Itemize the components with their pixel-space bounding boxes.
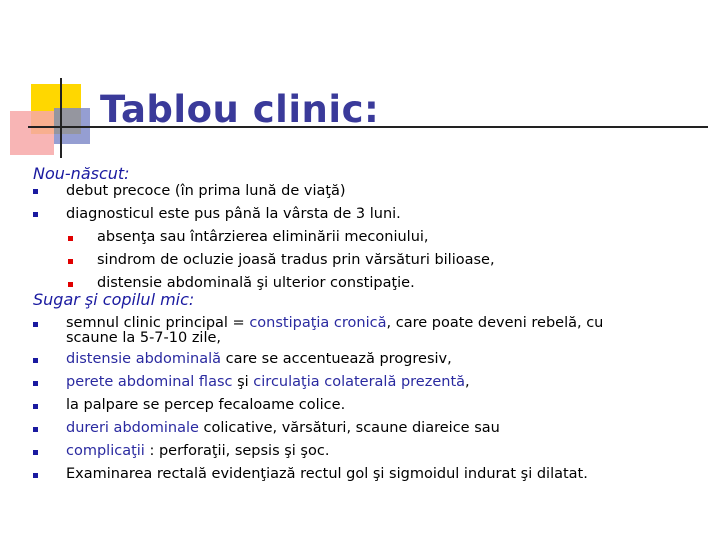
list-item [66, 420, 500, 436]
list-item-continuation: scaune la 5-7-10 zile, [66, 330, 222, 346]
item-text: colicative, vărsături, scaune diareice sau [198, 420, 500, 436]
item-text: care se accentuează progresiv, [221, 351, 452, 367]
list-item [66, 374, 470, 390]
sub-bullet-icon [68, 259, 73, 264]
bullet-icon [33, 189, 38, 194]
list-item: diagnosticul este pus până la vârsta de 3 luni. [66, 206, 401, 222]
bullet-icon [33, 427, 38, 432]
bullet-icon [33, 404, 38, 409]
item-highlight: dureri abdominale [66, 420, 199, 436]
sub-list-item: sindrom de ocluzie joasă tradus prin vărsături bilioase, [97, 252, 495, 268]
bullet-icon [33, 450, 38, 455]
bullet-icon [33, 322, 38, 327]
item-highlight: perete abdominal flasc [66, 374, 233, 390]
item-text: , [465, 374, 470, 390]
item-highlight: circulaţia colaterală prezentă [253, 374, 466, 390]
list-item [66, 351, 452, 367]
item-text: şi [232, 374, 254, 390]
decor-red-square [10, 111, 54, 155]
bullet-icon [33, 381, 38, 386]
decor-vertical-line [60, 78, 62, 158]
item-highlight: distensie abdominală [66, 351, 222, 367]
sub-bullet-icon [68, 282, 73, 287]
list-item: la palpare se percep fecaloame colice. [66, 397, 346, 413]
slide-title: Tablou clinic: [100, 88, 380, 131]
item-highlight: complicaţii [66, 443, 145, 459]
item-text: : perforaţii, sepsis şi şoc. [144, 443, 330, 459]
bullet-icon [33, 473, 38, 478]
list-item: Examinarea rectală evidenţiază rectul gol şi sigmoidul indurat şi dilatat. [66, 466, 588, 482]
list-item: debut precoce (în prima lună de viaţă) [66, 183, 346, 199]
section-label-newborn: Nou-născut: [33, 164, 130, 183]
bullet-icon [33, 212, 38, 217]
list-item [66, 443, 329, 459]
sub-list-item: absenţa sau întârzierea eliminării meconiului, [97, 229, 429, 245]
item-text: semnul clinic principal = [66, 315, 250, 331]
sub-bullet-icon [68, 236, 73, 241]
sub-list-item: distensie abdominală şi ulterior constipaţie. [97, 275, 415, 291]
item-highlight: constipaţia cronică [249, 315, 387, 331]
bullet-icon [33, 358, 38, 363]
item-text: , care poate deveni rebelă, cu [386, 315, 604, 331]
list-item [66, 315, 603, 331]
section-label-infant: Sugar şi copilul mic: [33, 290, 195, 309]
